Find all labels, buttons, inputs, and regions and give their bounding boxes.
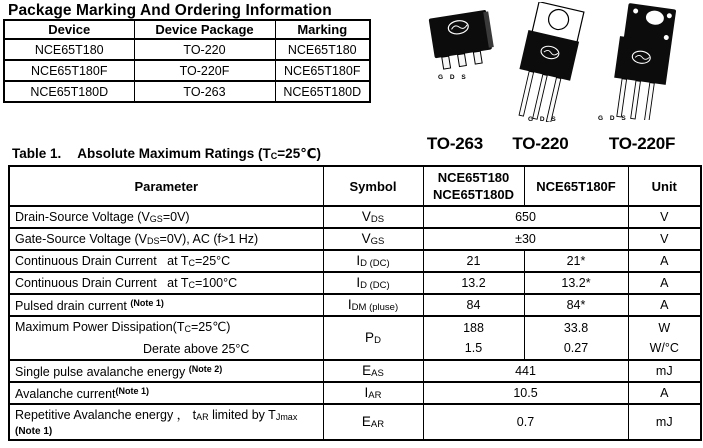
device-a-line1: NCE65T180 [437, 170, 510, 185]
to263-pin-labels: G D S [438, 74, 469, 81]
to220-package-label: TO-220 [512, 134, 569, 153]
package-cell: TO-220F [134, 60, 275, 81]
param-cell: Continuous Drain Current at $T_C=25^\circ C$ [9, 250, 323, 272]
symbol-cell: $V_{GS}$ [323, 228, 423, 250]
to220-pin-labels: G D S [528, 116, 559, 123]
col-header-device-b: NCE65T180F [524, 166, 628, 206]
table1-caption: Absolute Maximum Ratings $(T_C=25℃)$ [77, 146, 322, 161]
param-cell: Drain-Source Voltage $(V_{GS}=0V)$ [9, 206, 323, 228]
symbol-cell: $I_{D (DC)}$ [323, 272, 423, 294]
to220f-package-image [590, 2, 694, 120]
param-cell: Gate-Source Voltage $(V_{DS}=0V)$, AC (f>1 Hz) [9, 228, 323, 250]
to220f-pin-labels: G D S [598, 115, 629, 122]
table1-label: Table 1. [12, 146, 62, 161]
ear-param-note: (Note 1) [15, 425, 53, 437]
ear-param-line1: Repetitive Avalanche energy ， $t_{AR}$ limited by $T_{Jmax}$ [15, 407, 298, 422]
param-cell: Continuous Drain Current at $T_C=100^\circ C$ [9, 272, 323, 294]
pd-param-line2: Derate above 25°C [143, 342, 250, 356]
symbol-cell: $P_D$ [323, 316, 423, 360]
ordering-header-device: Device [4, 20, 134, 39]
ratings-header-row [9, 166, 701, 206]
symbol-cell: $V_{DS}$ [323, 206, 423, 228]
device-cell: NCE65T180D [4, 81, 134, 102]
table1-title [12, 146, 321, 162]
unit-cell: A [628, 382, 701, 404]
table-row-vds [9, 206, 701, 228]
value-cell: 10.5 [423, 382, 628, 404]
value-cell-a: 84 [423, 294, 524, 316]
marking-cell: NCE65T180F [275, 60, 370, 81]
param-cell [9, 316, 323, 360]
value-cell-a: 21 [423, 250, 524, 272]
pd-value-b1: 33.8 [563, 321, 589, 335]
ordering-header-row [4, 20, 370, 39]
value-cell: 650 [423, 206, 628, 228]
value-cell-a [423, 316, 524, 360]
unit-cell: mJ [628, 404, 701, 440]
unit-cell: V [628, 228, 701, 250]
col-header-symbol: Symbol [323, 166, 423, 206]
value-cell-a: 13.2 [423, 272, 524, 294]
col-header-unit: Unit [628, 166, 701, 206]
symbol-cell: $I_{D (DC)}$ [323, 250, 423, 272]
marking-cell: NCE65T180D [275, 81, 370, 102]
to220-package-image [498, 2, 602, 122]
value-cell-b [524, 316, 628, 360]
table-row [4, 60, 370, 81]
unit-cell [628, 316, 701, 360]
table-row [4, 81, 370, 102]
marking-cell: NCE65T180 [275, 39, 370, 60]
symbol-cell: $I_{AR}$ [323, 382, 423, 404]
ordering-header-marking: Marking [275, 20, 370, 39]
table-row-pd [9, 316, 701, 360]
value-cell-b: 13.2* [524, 272, 628, 294]
pd-value-a1: 188 [463, 321, 484, 335]
table-row-vgs [9, 228, 701, 250]
symbol-cell: $E_{AR}$ [323, 404, 423, 440]
page-title: Package Marking And Ordering Information [8, 2, 332, 19]
value-cell: 441 [423, 360, 628, 382]
col-header-parameter: Parameter [9, 166, 323, 206]
ordering-header-package: Device Package [134, 20, 275, 39]
unit-cell: A [628, 250, 701, 272]
value-cell: ±30 [423, 228, 628, 250]
value-cell-b: 21* [524, 250, 628, 272]
value-cell: 0.7 [423, 404, 628, 440]
pd-unit1: W [658, 321, 671, 335]
symbol-cell: $I_{DM (pluse)}$ [323, 294, 423, 316]
device-cell: NCE65T180 [4, 39, 134, 60]
table-row-idm [9, 294, 701, 316]
table-row [4, 39, 370, 60]
device-a-line2: NCE65T180D [433, 187, 514, 202]
pd-value-b2: 0.27 [563, 341, 589, 355]
table-row-ear [9, 404, 701, 440]
param-cell [9, 404, 323, 440]
param-cell: Pulsed drain current $^{(Note 1)}$ [9, 294, 323, 316]
unit-cell: V [628, 206, 701, 228]
pd-unit2: W/°C [649, 341, 679, 355]
ordering-table [3, 19, 371, 103]
value-cell-b: 84* [524, 294, 628, 316]
table-row-iar [9, 382, 701, 404]
package-cell: TO-220 [134, 39, 275, 60]
package-cell: TO-263 [134, 81, 275, 102]
table-row-id25 [9, 250, 701, 272]
param-cell: Single pulse avalanche energy $^{(Note 2)}$ [9, 360, 323, 382]
pd-value-a2: 1.5 [464, 341, 483, 355]
absolute-maximum-ratings-table [8, 165, 702, 441]
table-row-id100 [9, 272, 701, 294]
table-row-eas [9, 360, 701, 382]
unit-cell: mJ [628, 360, 701, 382]
unit-cell: A [628, 294, 701, 316]
param-cell: Avalanche current$^{(Note 1)}$ [9, 382, 323, 404]
to263-package-label: TO-263 [426, 134, 484, 153]
pd-param-line1: Maximum Power $Dissipation(T_C=25℃)$ [15, 320, 231, 334]
unit-cell: A [628, 272, 701, 294]
device-cell: NCE65T180F [4, 60, 134, 81]
symbol-cell: $E_{AS}$ [323, 360, 423, 382]
col-header-device-a [423, 166, 524, 206]
to220f-package-label: TO-220F [608, 134, 676, 153]
to263-package-image [415, 4, 510, 74]
